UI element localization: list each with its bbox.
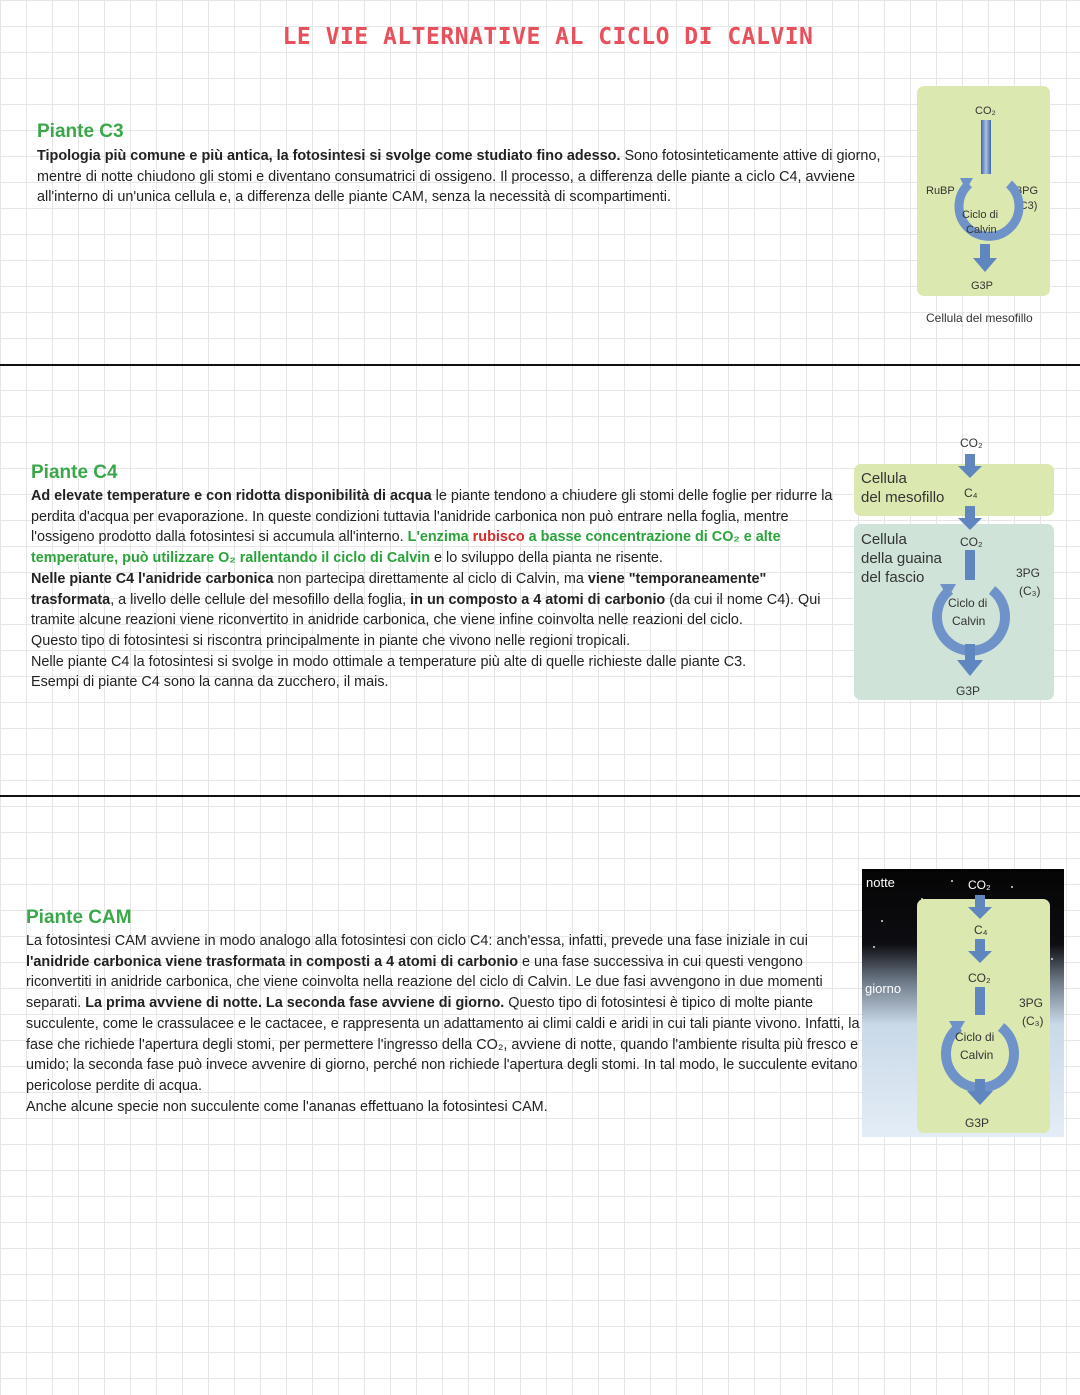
c4-c4-arrow bbox=[958, 506, 982, 530]
cam-cycle-label-1: Ciclo di bbox=[955, 1030, 995, 1044]
c4-paragraph bbox=[31, 486, 849, 693]
c3-paragraph bbox=[37, 146, 897, 208]
cam-day-label: giorno bbox=[865, 981, 902, 996]
c4-text-4: , a livello delle cellule del mesofillo della foglia, bbox=[110, 591, 411, 608]
c4-bold-1: Ad elevate temperature e con ridotta disponibilità di acqua bbox=[31, 488, 432, 504]
c3-co2-label: CO₂ bbox=[975, 105, 996, 117]
cam-bold-2: La prima avviene di notte. La seconda fase avviene di giorno. bbox=[85, 995, 505, 1012]
c3-co2-arrow bbox=[981, 120, 991, 174]
cam-3pg-label: 3PG bbox=[1019, 996, 1044, 1010]
c3-rubp-label: RuBP bbox=[926, 185, 955, 197]
c4-calvin-diagram bbox=[920, 430, 1055, 705]
c4-cycle-label-2: Calvin bbox=[952, 614, 986, 628]
c4-c4-label: C₄ bbox=[964, 486, 978, 500]
cam-3pg-sub: (C₃) bbox=[1022, 1014, 1044, 1028]
c3-3pg-sub: (C3) bbox=[1016, 200, 1038, 212]
cam-heading: Piante CAM bbox=[26, 907, 132, 928]
c3-diagram-caption: Cellula del mesofillo bbox=[926, 311, 1033, 325]
c4-text-3: non partecipa direttamente al ciclo di Calvin, ma bbox=[273, 570, 588, 587]
c4-heading: Piante C4 bbox=[31, 462, 118, 483]
c4-text-6: Questo tipo di fotosintesi si riscontra principalmente in piante che vivono nelle regioni tropicali. bbox=[31, 632, 631, 649]
cam-bold-1: l'anidride carbonica viene trasformata in composti a 4 atomi di carbonio bbox=[26, 953, 519, 970]
c4-bold-4: in un composto a 4 atomi di carbonio bbox=[410, 591, 666, 608]
c4-text-2: e lo sviluppo della pianta ne risente. bbox=[430, 550, 663, 567]
c3-bold-text: Tipologia più comune e più antica, la fotosintesi si svolge come studiato fino adesso. bbox=[37, 148, 621, 164]
c3-text: Sono fotosinteticamente attive di giorno, mentre di notte chiudono gli stomi e diventano consumatrici di ossigeno. Il processo, a differenza delle piante a ciclo C4, avviene all'interno di un'unica cellula e, a differenza delle piante CAM, senza la necessità di scompartimenti. bbox=[37, 148, 881, 206]
section-divider-2 bbox=[0, 795, 1080, 797]
cam-paragraph bbox=[26, 931, 861, 1117]
c4-co2-arrow-mid bbox=[965, 550, 975, 580]
c4-text-7: Nelle piante C4 la fotosintesi si svolge in modo ottimale a temperature più alte di quelle richieste dalle piante C3. bbox=[31, 653, 747, 670]
c4-bold-3: viene "temporaneamente" trasformata bbox=[31, 570, 767, 608]
c3-cycle-label-2: Calvin bbox=[966, 224, 997, 236]
c3-g3p-label: G3P bbox=[971, 280, 994, 292]
cam-text-3: Questo tipo di fotosintesi è tipico di molte piante succulente, come le crassulacee e le cactacee, e rappresenta un adattamento ai climi caldi e aridi in cui tali piante vivono. Infatti, la fase che richiede l'apertura degli stomi, per permettere l'ingresso della CO₂, avviene di notte, quando l'ambiente risulta più fresco e umido; la seconda fase può invece avvenire di giorno, perché non richiede l'apertura degli stomi. In tal modo, le succulente evitano pericolose perdite di acqua. bbox=[26, 995, 860, 1094]
c4-co2-mid-label: CO₂ bbox=[960, 535, 983, 549]
cam-co2-top-label: CO₂ bbox=[968, 878, 991, 892]
c3-heading: Piante C3 bbox=[37, 121, 124, 142]
c4-text-8: Esempi di piante C4 sono la canna da zucchero, il mais. bbox=[31, 674, 389, 691]
cam-night-label: notte bbox=[866, 875, 895, 890]
cam-cycle-label-2: Calvin bbox=[960, 1048, 994, 1062]
cam-g3p-label: G3P bbox=[965, 1116, 990, 1130]
cam-co2-arrow-mid bbox=[975, 987, 985, 1015]
c4-text-1: le piante tendono a chiudere gli stomi delle foglie per ridurre la perdita d'acqua per evaporazione. In queste condizioni tuttavia l'anidride carbonica non può entrare nella foglia, mentre l'ossigeno prodotto dalla fotosintesi si accumula all'interno. bbox=[31, 488, 833, 546]
section-divider-1 bbox=[0, 364, 1080, 366]
c4-green-2: a basse concentrazione di CO₂ e alte temperature, può utilizzare O₂ rallentando il ciclo di Calvin bbox=[31, 529, 781, 567]
cam-text-2: e una fase successiva in cui questi vengono riconvertiti in anidride carbonica, che viene coinvolta nella reazione del ciclo di Calvin. Le due fasi avvengono in due momenti separati. bbox=[26, 953, 823, 1012]
c4-text-5: (da cui il nome C4). Qui tramite alcune reazioni viene riconvertito in anidride carbonica, che viene infine coinvolta nelle reazioni del ciclo. bbox=[31, 591, 821, 629]
c4-bold-2: Nelle piante C4 l'anidride carbonica bbox=[31, 570, 274, 587]
c4-green-1: L'enzima bbox=[407, 529, 473, 546]
cam-calvin-diagram bbox=[862, 869, 1064, 1137]
c4-mesophyll-label: Cellula del mesofillo bbox=[861, 470, 945, 506]
c4-co2-arrow-top bbox=[958, 454, 982, 478]
c4-co2-top-label: CO₂ bbox=[960, 436, 983, 450]
cam-text-1: La fotosintesi CAM avviene in modo analogo alla fotosintesi con ciclo C4: anch'essa, infatti, prevede una fase iniziale in cui bbox=[26, 933, 808, 949]
c4-g3p-label: G3P bbox=[956, 684, 981, 698]
c4-3pg-sub: (C₃) bbox=[1019, 584, 1041, 598]
c3-3pg-label: 3PG bbox=[1016, 185, 1039, 197]
cam-c4-label: C₄ bbox=[974, 923, 988, 937]
cam-text-4: Anche alcune specie non succulente come l'ananas effettuano la fotosintesi CAM. bbox=[26, 1098, 548, 1115]
c4-bundle-sheath-label: Cellula della guaina del fascio bbox=[861, 531, 942, 586]
c4-cycle-label-1: Ciclo di bbox=[948, 596, 988, 610]
c4-3pg-label: 3PG bbox=[1016, 566, 1041, 580]
c4-red-rubisco: rubisco bbox=[472, 529, 525, 546]
cam-co2-mid-label: CO₂ bbox=[968, 971, 991, 985]
page-title: LE VIE ALTERNATIVE AL CICLO DI CALVIN bbox=[282, 24, 814, 50]
c3-cycle-label-1: Ciclo di bbox=[962, 209, 999, 221]
c3-calvin-diagram bbox=[917, 86, 1052, 298]
